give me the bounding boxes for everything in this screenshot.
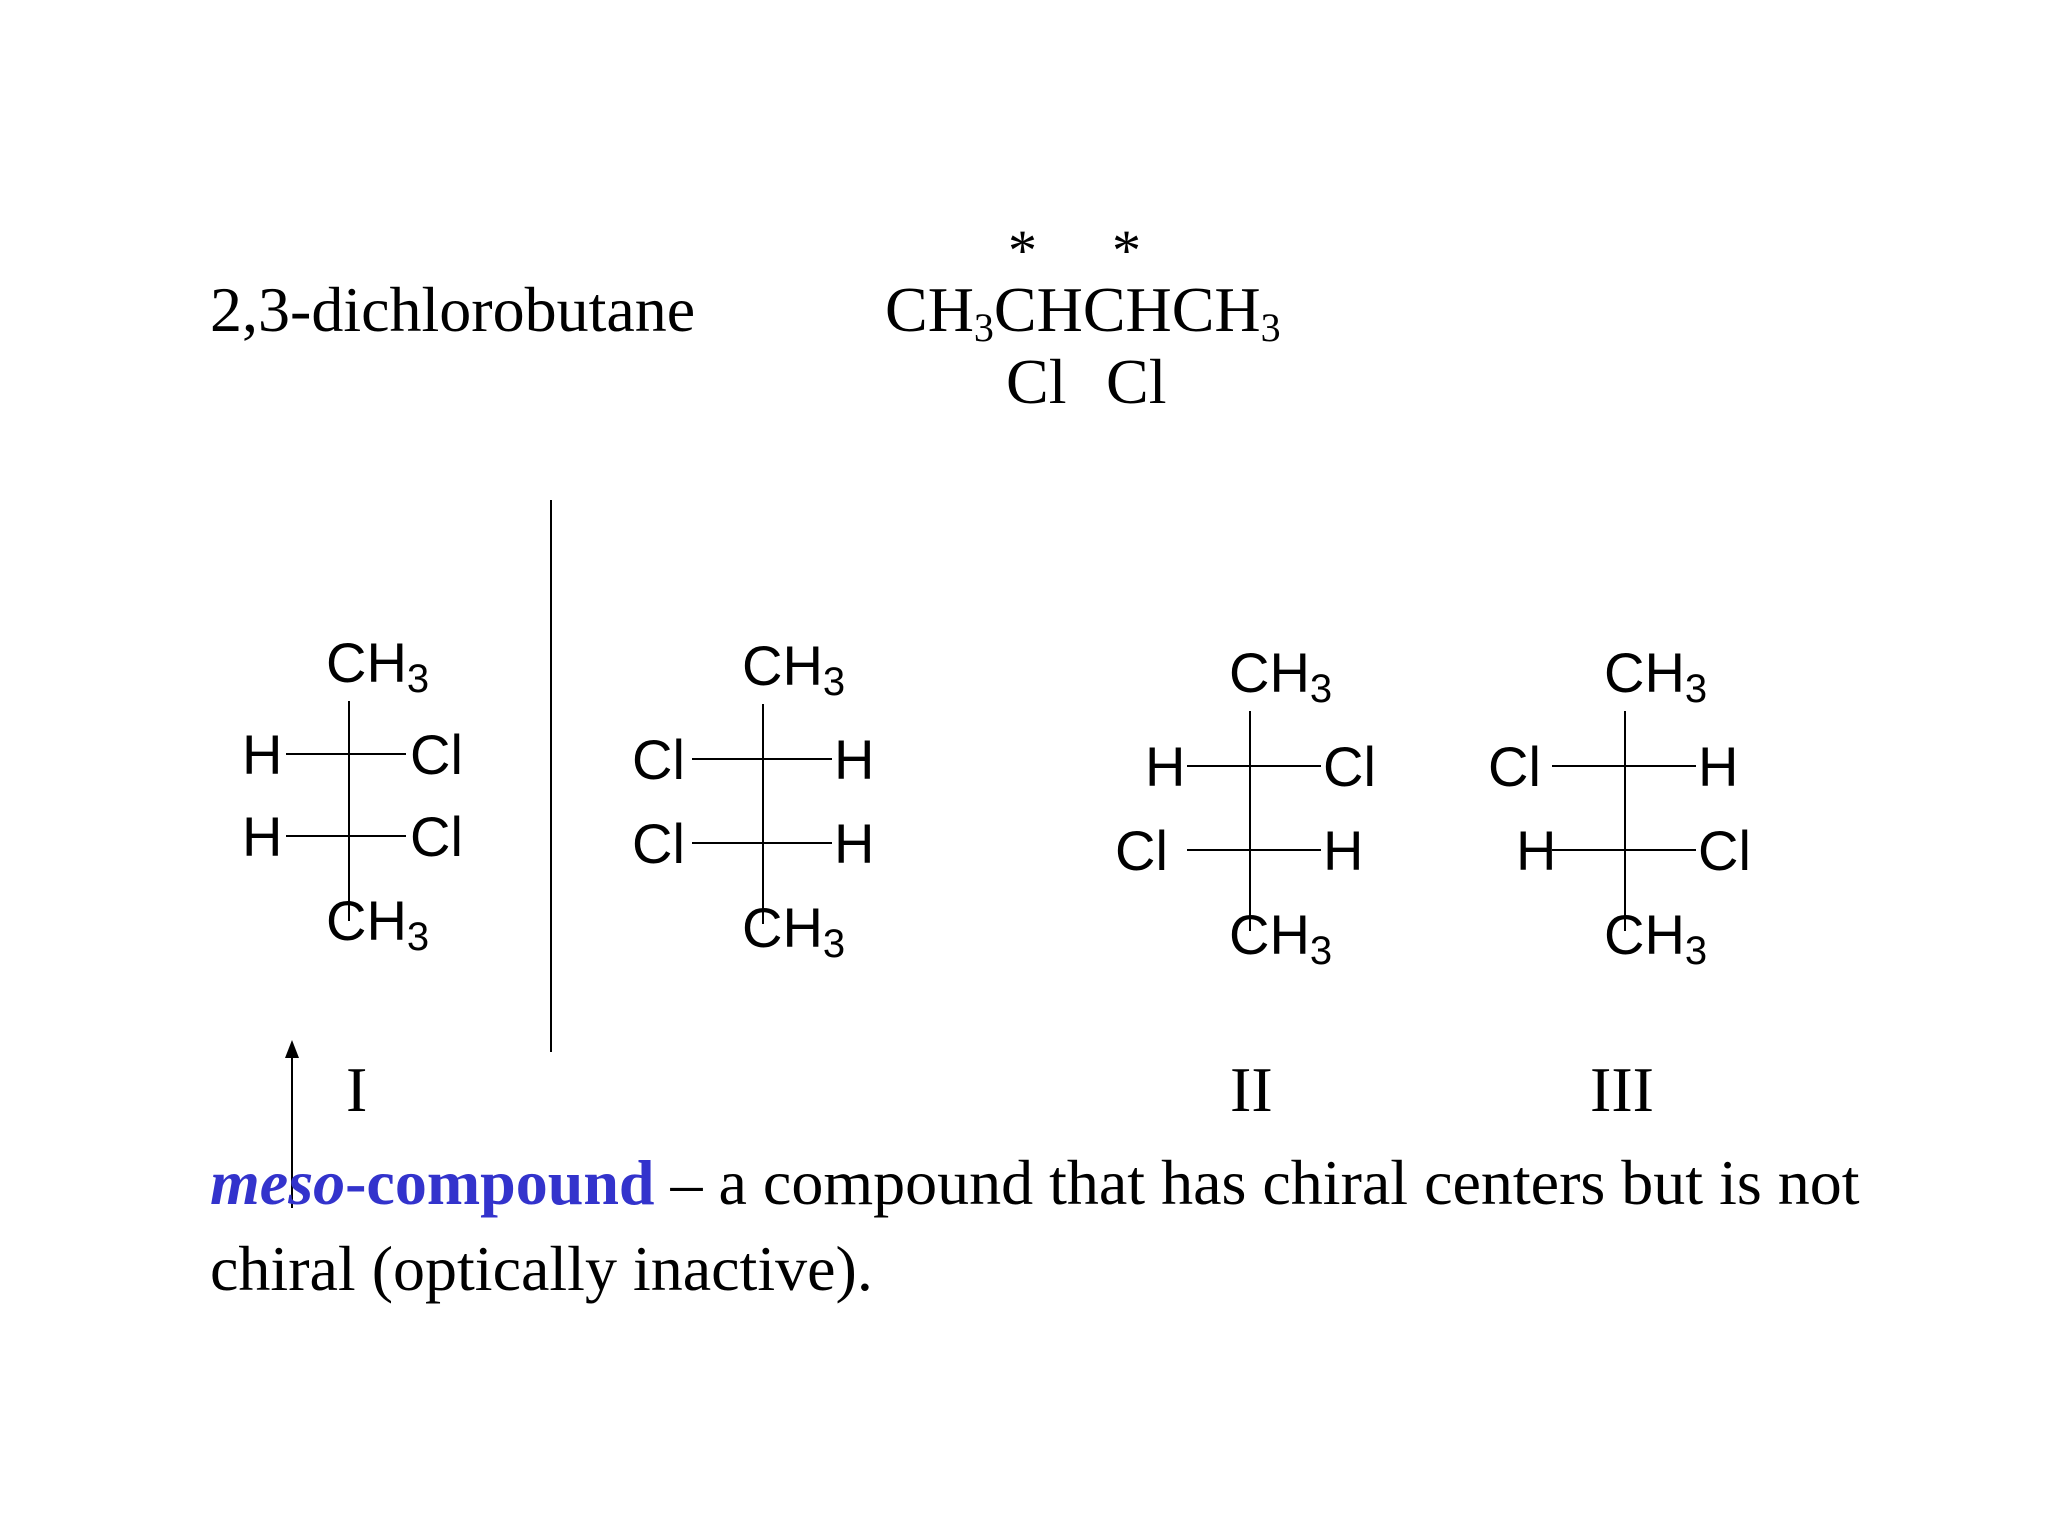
- substituent-cl-2: Cl: [1106, 346, 1167, 417]
- meso-definition: [210, 1140, 1910, 1312]
- definition-text: – a compound that has chiral centers but is not chiral (optically inactive).: [210, 1147, 1860, 1304]
- compound-name: 2,3-dichlorobutane: [210, 274, 696, 345]
- formula-subscript: 3: [973, 305, 994, 350]
- horizontal-bond-2: [1552, 849, 1696, 851]
- substituent-cl-1: Cl: [1006, 346, 1067, 417]
- formula-part: CHCHCH: [993, 274, 1261, 345]
- vertical-bond: [762, 704, 764, 924]
- vertical-bond: [348, 701, 350, 921]
- row2-left-group: H: [1516, 819, 1557, 882]
- horizontal-bond-1: [1187, 765, 1321, 767]
- horizontal-bond-1: [1552, 765, 1696, 767]
- term-italic: meso: [210, 1147, 346, 1218]
- row1-right-group: H: [1698, 735, 1739, 798]
- row1-left-group: Cl: [632, 728, 685, 791]
- bottom-group: $CH_3$: [1604, 903, 1708, 973]
- row2-left-group: Cl: [1115, 819, 1168, 882]
- horizontal-bond-2: [1187, 849, 1321, 851]
- top-group: $CH_3$: [1229, 641, 1333, 711]
- mirror-plane-line: [550, 500, 552, 1052]
- label-iii: III: [1590, 1054, 1654, 1125]
- bottom-group: $CH_3$: [326, 889, 430, 959]
- formula-part: CH: [885, 274, 974, 345]
- chiral-star-2: *: [1112, 218, 1141, 283]
- vertical-bond: [1249, 711, 1251, 931]
- formula-subscript: 3: [1260, 305, 1281, 350]
- formula-main: [885, 274, 1281, 350]
- row2-right-group: H: [834, 812, 875, 875]
- row1-right-group: Cl: [1323, 735, 1376, 798]
- horizontal-bond-2: [692, 842, 832, 844]
- row1-left-group: Cl: [1488, 735, 1541, 798]
- row1-left-group: H: [242, 723, 283, 786]
- bottom-group: $CH_3$: [1229, 903, 1333, 973]
- chiral-star-1: *: [1008, 218, 1037, 283]
- row2-right-group: Cl: [410, 805, 463, 868]
- term-bold: -compound: [345, 1147, 655, 1218]
- top-group: $CH_3$: [742, 634, 846, 704]
- label-ii: II: [1230, 1054, 1273, 1125]
- bottom-group: $CH_3$: [742, 896, 846, 966]
- row2-right-group: H: [1323, 819, 1364, 882]
- row1-left-group: H: [1145, 735, 1186, 798]
- horizontal-bond-1: [692, 758, 832, 760]
- row2-left-group: Cl: [632, 812, 685, 875]
- vertical-bond: [1624, 711, 1626, 931]
- horizontal-bond-1: [286, 753, 406, 755]
- horizontal-bond-2: [286, 835, 406, 837]
- row1-right-group: H: [834, 728, 875, 791]
- label-i: I: [346, 1054, 368, 1125]
- top-group: $CH_3$: [1604, 641, 1708, 711]
- row2-right-group: Cl: [1698, 819, 1751, 882]
- top-group: $CH_3$: [326, 631, 430, 701]
- row2-left-group: H: [242, 805, 283, 868]
- row1-right-group: Cl: [410, 723, 463, 786]
